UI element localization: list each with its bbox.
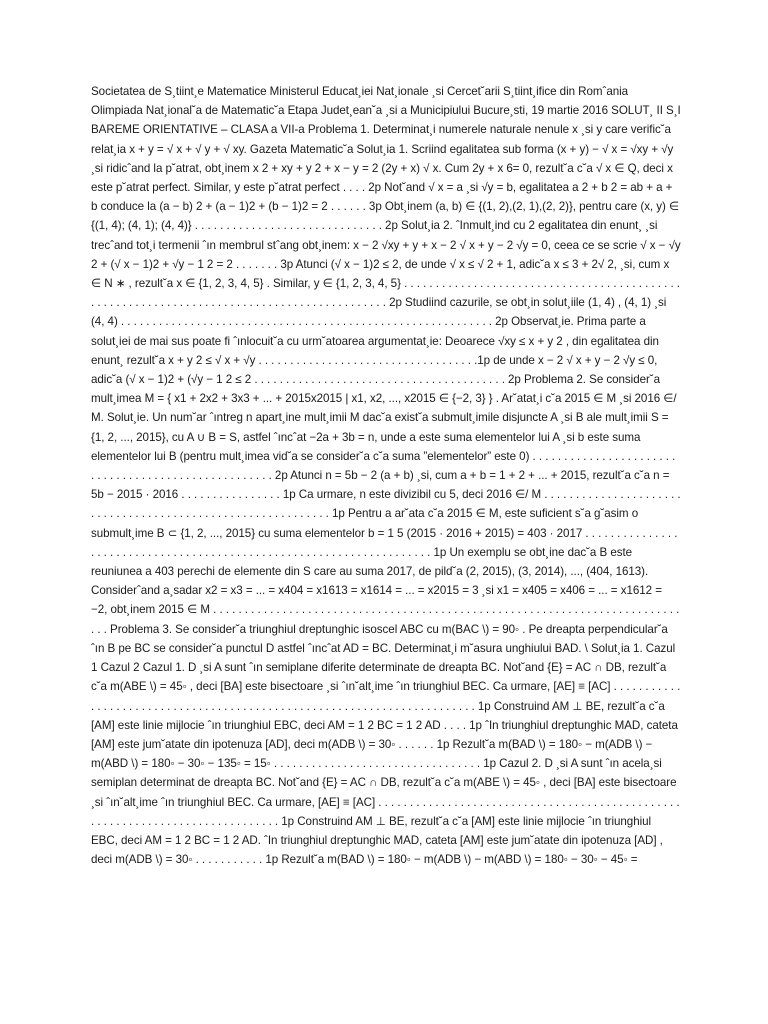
document-body-text: Societatea de S¸tiint¸e Matematice Ministerul Educat¸iei Nat¸ionale ¸si Cercet˘arii S¸tiint¸ifice din Romˆania Olimpiada Nat¸ional˘a de Matematic˘a Etapa Judet¸ean˘a ¸si a Municipiului Bucure¸sti, 19 martie 2016 SOLUT¸ II S¸I BAREME ORIENTATIVE – CLASA a VII-a Problema 1. Determinat¸i numerele naturale nenule x ¸si y care verific˘a relat¸ia x + y = √ x + √ y + √ xy. Gazeta Matematic˘a Solut¸ia 1. Scriind egalitatea sub forma (x + y) − √ x = √xy + √y ¸si ridicˆand la p˘atrat, obt¸inem x 2 + xy + y 2 + x − y = 2 (2y + x) √ x. Cum 2y + x 6= 0, rezult˘a c˘a √ x ∈ Q, deci x este p˘atrat perfect. Similar, y este p˘atrat perfect . . . . 2p Not˘and √ x = a ¸si √y = b, egalitatea a 2 + b 2 = ab + a + b conduce la (a − b) 2 + (a − 1)2 + (b − 1)2 = 2 . . . . . . 3p Obt¸inem (a, b) ∈ {(1, 2),(2, 1),(2, 2)}, pentru care (x, y) ∈ {(1, 4); (4, 1); (4, 4)} . . . . . . . . . . . . . . . . . . . . . . . . . . . . . . 2p Solut¸ia 2. ˆInmult¸ind cu 2 egalitatea din enunt¸ ¸si trecˆand tot¸i termenii ˆın membrul stˆang obt¸inem: x − 2 √xy + y + x − 2 √ x + y − 2 √y = 0, ceea ce se scrie √ x − √y 2 + (√ x − 1)2 + √y − 1 2 = 2 . . . . . . . 3p Atunci (√ x − 1)2 ≤ 2, de unde √ x ≤ √ 2 + 1, adic˘a x ≤ 3 + 2√ 2, ¸si, cum x ∈ N ∗ , rezult˘a x ∈ {1, 2, 3, 4, 5} . Similar, y ∈ {1, 2, 3, 4, 5} . . . . . . . . . . . . . . . . . . . . . . . . . . . . . . . . . . . . . . . . . . . . . . . . . . . . . . . . . . . . . . . . . . . . . . . . . . . . . . . . . . . . . . . . . . . 2p Studiind cazurile, se obt¸in solut¸iile (1, 4) , (4, 1) ¸si (4, 4) . . . . . . . . . . . . . . . . . . . . . . . . . . . . . . . . . . . . . . . . . . . . . . . . . . . . . . . . . . . 2p Observat¸ie. Prima parte a solut¸iei de mai sus poate fi ˆınlocuit˘a cu urm˘atoarea argumentat¸ie: Deoarece √xy ≤ x + y 2 , din egalitatea din enunt¸ rezult˘a x + y 2 ≤ √ x + √y . . . . . . . . . . . . . . . . . . . . . . . . . . . . . . . . . . .1p de unde x − 2 √ x + y − 2 √y ≤ 0, adic˘a (√ x − 1)2 + (√y − 1 2 ≤ 2 . . . . . . . . . . . . . . . . . . . . . . . . . . . . . . . . . . . . . . . . 2p Problema 2. Se consider˘a mult¸imea M = { x1 + 2x2 + 3x3 + ... + 2015x2015 | x1, x2, ..., x2015 ∈ {−2, 3} } . Ar˘atat¸i c˘a 2015 ∈ M ¸si 2016 ∈/ M. Solut¸ie. Un num˘ar ˆıntreg n apart¸ine mult¸imii M dac˘a exist˘a submult¸imile disjuncte A ¸si B ale mult¸imii S = {1, 2, ..., 2015}, cu A ∪ B = S, astfel ˆıncˆat −2a + 3b = n, unde a este suma elementelor lui A ¸si b este suma elementelor lui B (pentru mult¸imea vid˘a se consider˘a c˘a suma ”elementelor” este 0) . . . . . . . . . . . . . . . . . . . . . . . . . . . . . . . . . . . . . . . . . . . . . . . . . . . . 2p Atunci n = 5b − 2 (a + b) ¸si, cum a + b = 1 + 2 + ... + 2015, rezult˘a c˘a n = 5b − 2015 · 2016 . . . . . . . . . . . . . . . . 1p Ca urmare, n este divizibil cu 5, deci 2016 ∈/ M . . . . . . . . . . . . . . . . . . . . . . . . . . . . . . . . . . . . . . . . . . . . . . . . . . . . . . . . . . . . 1p Pentru a ar˘ata c˘a 2015 ∈ M, este suficient s˘a g˘asim o submult¸ime B ⊂ {1, 2, ..., 2015} cu suma elementelor b = 1 5 (2015 · 2016 + 2015) = 403 · 2017 . . . . . . . . . . . . . . . . . . . . . . . . . . . . . . . . . . . . . . . . . . . . . . . . . . . . . . . . . . . . . . . . . . . . . 1p Un exemplu se obt¸ine dac˘a B este reuniunea a 403 perechi de elemente din S care au suma 2017, de pild˘a (2, 2015), (3, 2014), ..., (404, 1613). Considerˆand a¸sadar x2 = x3 = ... = x404 = x1613 = x1614 = ... = x2015 = 3 ¸si x1 = x405 = x406 = ... = x1612 = −2, obt¸inem 2015 ∈ M . . . . . . . . . . . . . . . . . . . . . . . . . . . . . . . . . . . . . . . . . . . . . . . . . . . . . . . . . . . . . . . . . . . . . . . . . . . . . Problema 3. Se consider˘a triunghiul dreptunghic isoscel ABC cu m(BAC \) = 90◦ . Pe dreapta perpendicular˘a ˆın B pe BC se consider˘a punctul D astfel ˆıncˆat AD = BC. Determinat¸i m˘asura unghiului BAD. \ Solut¸ia 1. Cazul 1 Cazul 2 Cazul 1. D ¸si A sunt ˆın semiplane diferite determinate de dreapta BC. Not˘and {E} = AC ∩ DB, rezult˘a c˘a m(ABE \) = 45◦ , deci [BA] este bisectoare ¸si ˆın˘alt¸ime ˆın triunghiul BEC. Ca urmare, [AE] ≡ [AC] . . . . . . . . . . . . . . . . . . . . . . . . . . . . . . . . . . . . . . . . . . . . . . . . . . . . . . . . . . . . . . . . . . . . . . . . 1p Construind AM ⊥ BE, rezult˘a c˘a [AM] este linie mijlocie ˆın triunghiul EBC, deci AM = 1 2 BC = 1 2 AD . . . . 1p ˆIn triunghiul dreptunghic MAD, cateta [AM] este jum˘atate din ipotenuza [AD], deci m(ADB \) = 30◦ . . . . . . 1p Rezult˘a m(BAD \) = 180◦ − m(ADB \) − m(ABD \) = 180◦ − 30◦ − 135◦ = 15◦ . . . . . . . . . . . . . . . . . . . . . . . . . . . . . . . . . 1p Cazul 2. D ¸si A sunt ˆın acela¸si semiplan determinat de dreapta BC. Not˘and {E} = AC ∩ DB, rezult˘a c˘a m(ABE \) = 45◦ , deci [BA] este bisectoare ¸si ˆın˘alt¸ime ˆın triunghiul BEC. Ca urmare, [AE] ≡ [AC] . . . . . . . . . . . . . . . . . . . . . . . . . . . . . . . . . . . . . . . . . . . . . . . . . . . . . . . . . . . . . . . . . . . . . . . . . . . . . . 1p Construind AM ⊥ BE, rezult˘a c˘a [AM] este linie mijlocie ˆın triunghiul EBC, deci AM = 1 2 BC = 1 2 AD. ˆIn triunghiul dreptunghic MAD, cateta [AM] este jum˘atate din ipotenuza [AD] , deci m(ADB \) = 30◦ . . . . . . . . . . . 1p Rezult˘a m(BAD \) = 180◦ − m(ADB \) − m(ABD \) = 180◦ − 30◦ − 45◦ = xyxy=(91,85,681,867)
document-page xyxy=(91,82,681,1002)
